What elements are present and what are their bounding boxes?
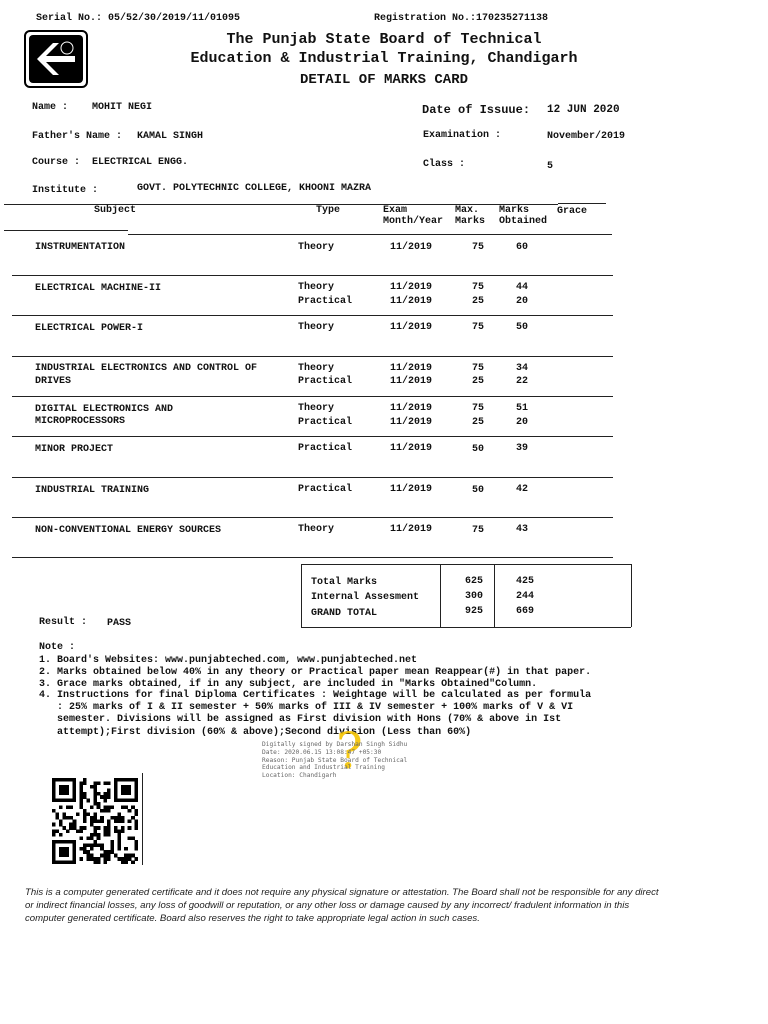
examination-label: Examination : [423, 130, 502, 141]
row-subject: INDUSTRIAL TRAINING [35, 485, 150, 496]
grand-total-max: 925 [465, 606, 484, 617]
row-exam: 11/2019 [390, 363, 433, 374]
father-name-label: Father's Name : [32, 131, 123, 142]
date-of-issue: 12 JUN 2020 [547, 104, 620, 116]
total-marks-max: 625 [465, 576, 484, 587]
grand-total-obtained: 669 [516, 606, 535, 617]
header-subject: Subject [94, 205, 137, 216]
father-name: KAMAL SINGH [137, 131, 204, 142]
signature-validity-icon: ? [336, 722, 363, 780]
course-label: Course : [32, 157, 81, 168]
total-marks-obtained: 425 [516, 576, 535, 587]
serial-number [36, 13, 240, 24]
student-name: MOHIT NEGI [92, 102, 153, 113]
note-line: : 25% marks of I & II semester + 50% marks of III & IV semester + 100% marks of V & VI [39, 702, 574, 713]
note-line: 3. Grace marks obtained, if in any subject, are included in "Marks Obtained"Column. [39, 679, 538, 690]
row-obtained: 20 [516, 417, 529, 428]
row-obtained: 43 [516, 524, 529, 535]
internal-assessment-label: Internal Assesment [311, 592, 420, 603]
note-line: semester. Divisions will be assigned as First division with Hons (70% & above in Ist [39, 714, 562, 725]
registration-number [374, 13, 548, 24]
row-type: Theory [298, 282, 335, 293]
row-max: 75 [472, 322, 485, 333]
header-max-line2: Marks [455, 216, 486, 227]
row-subject: MINOR PROJECT [35, 444, 114, 455]
row-max: 75 [472, 363, 485, 374]
board-name-line2: Education & Industrial Training, Chandigarh [190, 50, 578, 67]
row-obtained: 22 [516, 376, 529, 387]
registration-value: 170235271138 [476, 13, 549, 24]
board-name-line1: The Punjab State Board of Technical [226, 31, 542, 48]
row-max: 25 [472, 376, 485, 387]
signature-line: Location: Chandigarh [262, 772, 337, 780]
class-label: Class : [423, 159, 466, 170]
row-exam: 11/2019 [390, 524, 433, 535]
row-max: 75 [472, 403, 485, 414]
row-exam: 11/2019 [390, 376, 433, 387]
result-value: PASS [107, 618, 132, 629]
row-type: Practical [298, 376, 353, 387]
row-subject-line2: DRIVES [35, 376, 72, 387]
note-line: attempt);First division (60% & above);Second division (Less than 60%) [39, 727, 472, 738]
row-subject-line2: MICROPROCESSORS [35, 416, 126, 427]
digital-signature [262, 741, 407, 780]
row-subject: ELECTRICAL MACHINE-II [35, 283, 162, 294]
signature-line: Digitally signed by Darshan Singh Sidhu [262, 741, 408, 748]
row-subject: NON-CONVENTIONAL ENERGY SOURCES [35, 525, 222, 536]
header-exam-line1: Exam [383, 205, 408, 216]
note-line: 1. Board's Websites: www.punjabteched.com, www.punjabteched.net [39, 655, 418, 666]
row-subject: INSTRUMENTATION [35, 242, 126, 253]
row-type: Practical [298, 417, 353, 428]
examination: November/2019 [547, 131, 626, 142]
course: ELECTRICAL ENGG. [92, 157, 189, 168]
row-type: Theory [298, 363, 335, 374]
row-obtained: 60 [516, 242, 529, 253]
row-exam: 11/2019 [390, 296, 433, 307]
row-max: 50 [472, 444, 485, 455]
row-exam: 11/2019 [390, 403, 433, 414]
row-obtained: 44 [516, 282, 529, 293]
signature-line: Reason: Punjab State Board of Technical [262, 756, 408, 764]
serial-label: Serial No.: [36, 13, 103, 24]
signature-line: Education and Industrial Training [262, 764, 385, 772]
institute: GOVT. POLYTECHNIC COLLEGE, KHOONI MAZRA [137, 183, 372, 194]
row-obtained: 20 [516, 296, 529, 307]
qr-code-icon [52, 778, 138, 864]
total-marks-label: Total Marks [311, 577, 378, 588]
row-obtained: 42 [516, 484, 529, 495]
row-max: 25 [472, 417, 485, 428]
row-type: Theory [298, 322, 335, 333]
row-obtained: 34 [516, 363, 529, 374]
institute-label: Institute : [32, 185, 99, 196]
row-subject: INDUSTRIAL ELECTRONICS AND CONTROL OF [35, 363, 258, 374]
header-type: Type [316, 205, 341, 216]
note-line: 4. Instructions for final Diploma Certificates : Weightage will be calculated as per formula [39, 690, 592, 701]
row-exam: 11/2019 [390, 484, 433, 495]
document-title: DETAIL OF MARKS CARD [299, 72, 469, 88]
row-obtained: 51 [516, 403, 529, 414]
row-obtained: 39 [516, 443, 529, 454]
serial-value: 05/52/30/2019/11/01095 [108, 13, 241, 24]
row-type: Theory [298, 242, 335, 253]
notes-title: Note : [39, 642, 76, 653]
row-max: 75 [472, 525, 485, 536]
row-max: 75 [472, 282, 485, 293]
note-line: 2. Marks obtained below 40% in any theory or Practical paper mean Reappear(#) in that paper. [39, 667, 592, 678]
row-subject: DIGITAL ELECTRONICS AND [35, 404, 174, 415]
row-exam: 11/2019 [390, 417, 433, 428]
header-exam-line2: Month/Year [383, 216, 444, 227]
row-max: 75 [472, 242, 485, 253]
disclaimer-text: This is a computer generated certificate and it does not require any physical signature or attestation. The Board shall not be responsible for any direct or indirect financial losses, any loss of goodwill or reputation, or any other loss or damage caused by any incorrect/ fradulent information in this computer generated certificate. Board also reserves the right to take appropriate legal action in such cases. [25, 887, 659, 924]
date-of-issue-label: Date of Issuue: [422, 103, 531, 117]
header-max-line1: Max. [455, 205, 480, 216]
header-obtained-line1: Marks [499, 205, 530, 216]
internal-assessment-obtained: 244 [516, 591, 535, 602]
row-type: Practical [298, 484, 353, 495]
row-max: 25 [472, 296, 485, 307]
registration-label: Registration No.: [374, 13, 477, 24]
row-exam: 11/2019 [390, 322, 433, 333]
row-exam: 11/2019 [390, 443, 433, 454]
class: 5 [547, 161, 554, 172]
row-type: Practical [298, 443, 353, 454]
row-type: Theory [298, 403, 335, 414]
header-obtained-line2: Obtained [499, 216, 548, 227]
internal-assessment-max: 300 [465, 591, 484, 602]
row-subject: ELECTRICAL POWER-I [35, 323, 144, 334]
row-type: Theory [298, 524, 335, 535]
row-exam: 11/2019 [390, 242, 433, 253]
row-exam: 11/2019 [390, 282, 433, 293]
row-max: 50 [472, 485, 485, 496]
row-obtained: 50 [516, 322, 529, 333]
result-label: Result : [39, 617, 88, 628]
grand-total-label: GRAND TOTAL [311, 608, 378, 619]
header-grace: Grace [557, 206, 588, 217]
signature-line: Date: 2020.06.15 13:08:47 +05:30 [262, 748, 382, 756]
name-label: Name : [32, 102, 69, 113]
row-type: Practical [298, 296, 353, 307]
